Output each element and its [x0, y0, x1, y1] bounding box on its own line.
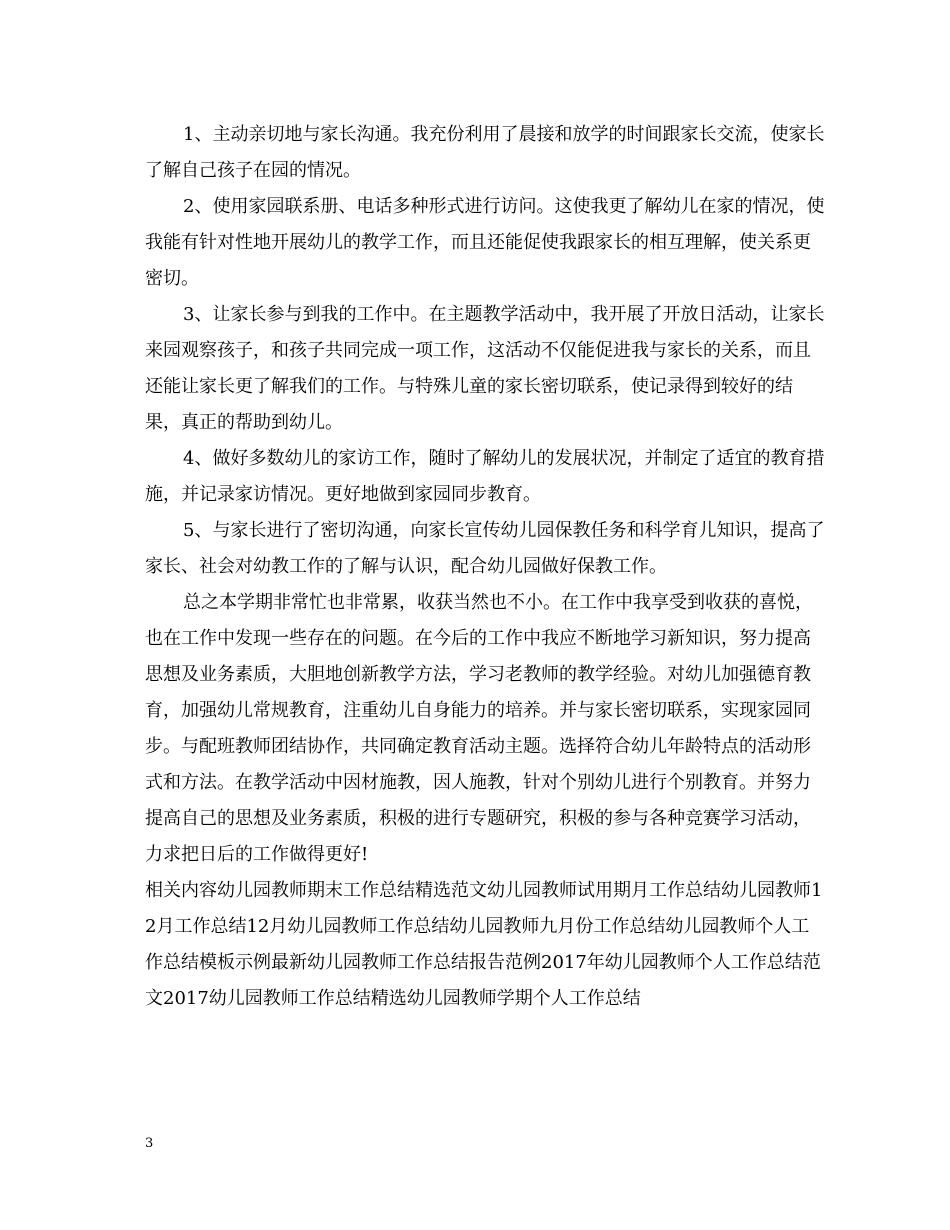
paragraph-item-1: 1、主动亲切地与家长沟通。我充份利用了晨接和放学的时间跟家长交流，使家长了解自己孩子在园的情况。 — [145, 124, 825, 181]
paragraph-item-3: 3、让家长参与到我的工作中。在主题教学活动中，我开展了开放日活动，让家长来园观察孩子，和孩子共同完成一项工作，这活动不仅能促进我与家长的关系，而且还能让家长更了解我们的工作。与特殊儿童的家长密切联系，使记录得到较好的结果，真正的帮助到幼儿。 — [145, 304, 825, 433]
paragraph-item-2: 2、使用家园联系册、电话多种形式进行访问。这使我更了解幼儿在家的情况，使我能有针对性地开展幼儿的教学工作，而且还能促使我跟家长的相互理解，使关系更密切。 — [145, 196, 825, 289]
paragraph-item-5: 5、与家长进行了密切沟通，向家长宣传幼儿园保教任务和科学育儿知识，提高了家长、社会对幼教工作的了解与认识，配合幼儿园做好保教工作。 — [145, 520, 825, 577]
paragraph-summary: 总之本学期非常忙也非常累，收获当然也不小。在工作中我享受到收获的喜悦，也在工作中发现一些存在的问题。在今后的工作中我应不断地学习新知识，努力提高思想及业务素质，大胆地创新教学方法，学习老教师的教学经验。对幼儿加强德育教育，加强幼儿常规教育，注重幼儿自身能力的培养。并与家长密切联系，实现家园同步。与配班教师团结协作，共同确定教育活动主题。选择符合幼儿年龄特点的活动形式和方法。在教学活动中因材施教，因人施教，针对个别幼儿进行个别教育。并努力提高自己的思想及业务素质，积极的进行专题研究，积极的参与各种竞赛学习活动，力求把日后的工作做得更好! — [145, 592, 813, 865]
related-content: 相关内容幼儿园教师期末工作总结精选范文幼儿园教师试用期月工作总结幼儿园教师12月工作总结12月幼儿园教师工作总结幼儿园教师九月份工作总结幼儿园教师个人工作总结模板示例最新幼儿园教师工作总结报告范例2017年幼儿园教师个人工作总结范文2017幼儿园教师工作总结精选幼儿园教师学期个人工作总结 — [145, 880, 823, 1009]
document-body — [145, 117, 825, 1017]
paragraph-item-4: 4、做好多数幼儿的家访工作，随时了解幼儿的发展状况，并制定了适宜的教育措施，并记录家访情况。更好地做到家园同步教育。 — [145, 448, 825, 505]
page-number: 3 — [145, 1136, 154, 1151]
